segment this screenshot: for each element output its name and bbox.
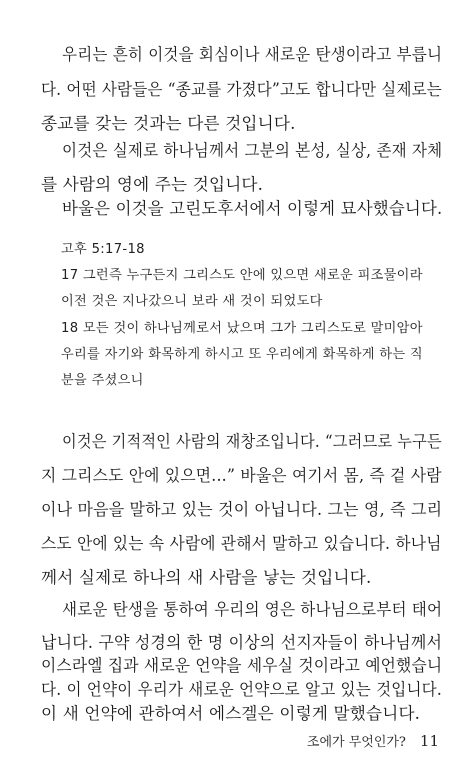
text-line: 이 새 언약에 관하여서 에스겔은 이렇게 말했습니다.	[41, 704, 421, 723]
text-line: 새로운 탄생을 통하여 우리의 영은 하나님으로부터 태어	[62, 600, 443, 619]
quote-line: 우리를 자기와 화목하게 하시고 또 우리에게 화목하게 하는 직	[61, 347, 423, 362]
text-line: 지 그리스도 안에 있으면...” 바울은 여기서 몸, 즉 겉 사람	[41, 466, 442, 485]
text-line: 종교를 갖는 것과는 다른 것입니다.	[41, 114, 296, 133]
text-line: 바울은 이것을 고린도후서에서 이렇게 묘사했습니다.	[62, 199, 443, 218]
text-line: 이것은 실제로 하나님께서 그분의 본성, 실상, 존재 자체	[62, 141, 443, 160]
page-footer	[307, 732, 439, 752]
text-line: 이스라엘 집과 새로운 언약을 세우실 것이라고 예언했습니	[41, 656, 443, 675]
quote-line: 이전 것은 지나갔으니 보라 새 것이 되었도다	[61, 294, 323, 309]
text-line: 다. 어떤 사람들은 “종교를 가졌다”고도 합니다만 실제로는	[41, 80, 442, 99]
text-line: 납니다. 구약 성경의 한 명 이상의 선지자들이 하나님께서	[41, 633, 443, 652]
text-line: 우리는 흔히 이것을 회심이나 새로운 탄생이라고 부릅니	[62, 45, 443, 64]
text-line: 이것은 기적적인 사람의 재창조입니다. “그러므로 누구든	[62, 432, 442, 451]
text-line: 다. 이 언약이 우리가 새로운 언약으로 알고 있는 것입니다.	[41, 680, 443, 699]
text-line: 를 사람의 영에 주는 것입니다.	[41, 175, 264, 194]
page-number: 11	[419, 732, 439, 750]
text-line: 이나 마음을 말하고 있는 것이 아닙니다. 그는 영, 즉 그리	[41, 500, 443, 519]
quote-line: 분을 주셨으니	[61, 373, 144, 388]
quote-line: 18 모든 것이 하나님께로서 났으며 그가 그리스도로 말미암아	[61, 321, 423, 336]
text-line: 께서 실제로 하나의 새 사람을 낳는 것입니다.	[41, 568, 372, 587]
quote-line: 17 그런즉 누구든지 그리스도 안에 있으면 새로운 피조물이라	[61, 268, 423, 283]
text-line: 스도 안에 있는 속 사람에 관해서 말하고 있습니다. 하나님	[41, 534, 442, 553]
running-title: 조에가 무엇인가?	[306, 735, 406, 750]
scripture-reference: 고후 5:17-18	[61, 242, 145, 257]
